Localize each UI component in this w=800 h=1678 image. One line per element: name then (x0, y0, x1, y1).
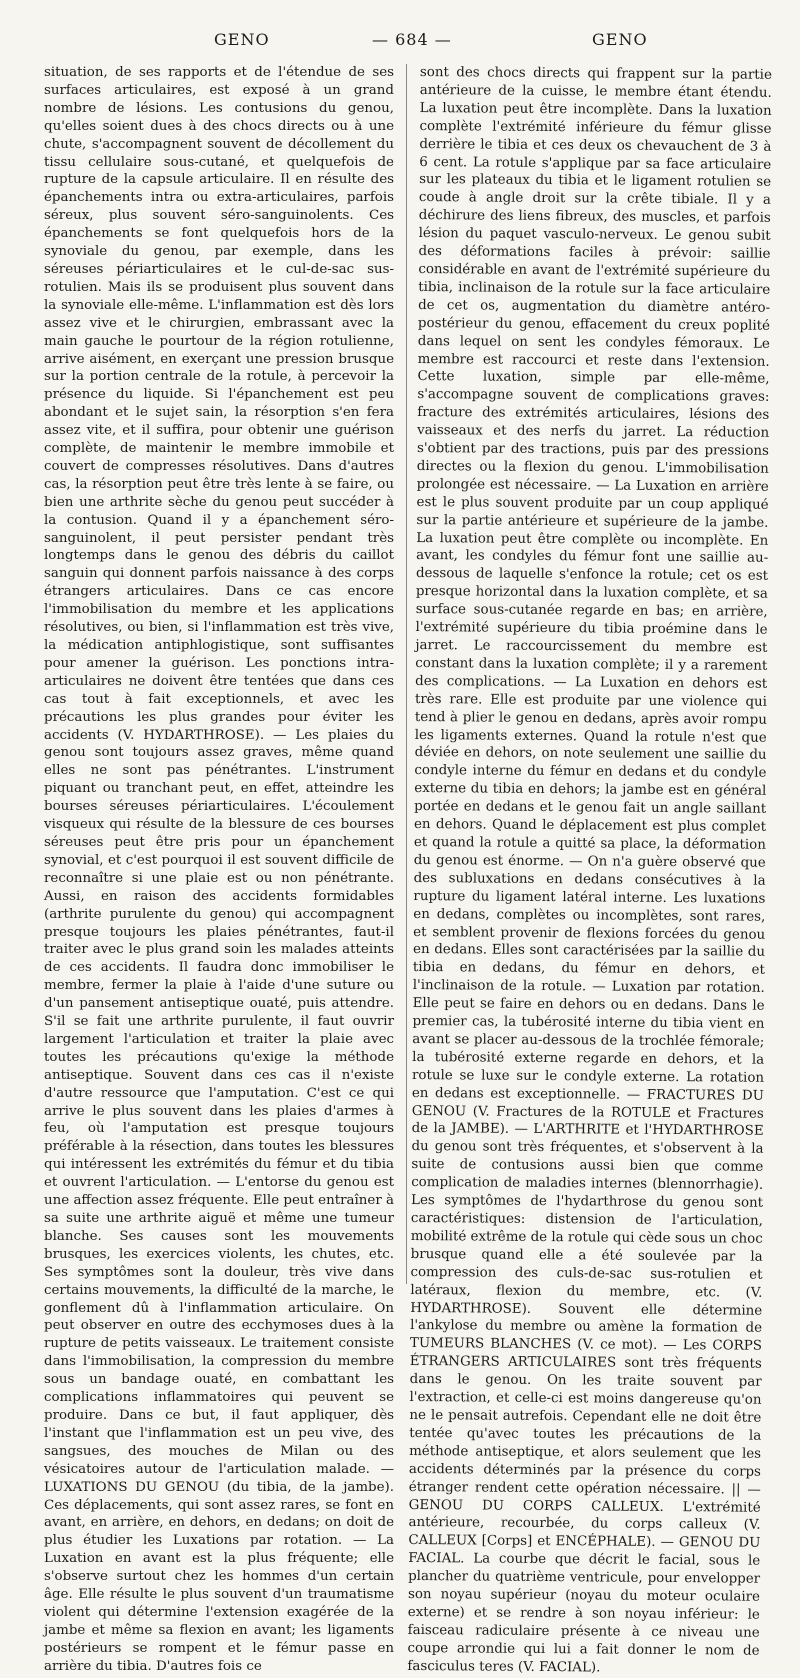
right-column-text: sont des chocs directs qui frappent sur la partie antérieure de la cuisse, le membre étant étendu. La luxation peut être incomplète. Dans la luxation complète l'extrémité inférieure du fémur glisse derrière le tibia et ces deux os chevauchent de 3 à 6 cent. La rotule s'applique par sa face articulaire sur les plateaux du tibia et le ligament rotulien se coude à angle droit sur la crête tibiale. Il y a déchirure des liens fibreux, des muscles, et parfois lésion du paquet vasculo-nerveux. Le genou subit des déformations faciles à prévoir: saillie considérable en avant de l'extrémité supérieure du tibia, inclinaison de la rotule sur la face articulaire de cet os, augmentation du diamètre antéro-postérieur du genou, effacement du creux poplité dans lequel on sent les condyles fémoraux. Le membre est raccourci et reste dans l'extension. Cette luxation, simple par elle-même, s'accompagne souvent de complications graves: fracture des extrémités articulaires, lésions des vaisseaux et des nerfs du jarret. La réduction s'obtient par des tractions, puis par des pressions directes ou la flexion du genou. L'immobilisation prolongée est nécessaire. — La Luxation en arrière est le plus souvent produite par un coup appliqué sur la partie antérieure et supérieure de la jambe. La luxation peut être complète ou incomplète. En avant, les condyles du fémur font une saillie au-dessous de laquelle s'enfonce la rotule; cet os est presque horizontal dans la luxation complète, et sa surface sous-cutanée regarde en bas; en arrière, l'extrémité supérieure du tibia proémine dans le jarret. Le raccourcissement du membre est constant dans la luxation complète; il y a rarement des complications. — La Luxation en dehors est très rare. Elle est produite par une violence qui tend à plier le genou en dedans, après avoir rompu les ligaments externes. Quand la rotule n'est que déviée en dehors, on note seulement une saillie du condyle interne du fémur en dedans et du condyle externe du tibia en dehors; la jambe est en général portée en dedans et le genou fait un angle saillant en dehors. Quand le déplacement est plus complet et quand la rotule a quitté sa place, la déformation du genou est énorme. — On n'a guère observé que des subluxations en dedans consécutives à la rupture du ligament latéral interne. Les luxations en dedans, complètes ou incomplètes, sont rares, et semblent provenir de flexions forcées du genou en dedans. Elles sont caractérisées par la saillie du tibia en dedans, du fémur en dehors, et l'inclinaison de la rotule. — Luxation par rotation. Elle peut se faire en dehors ou en dedans. Dans le premier cas, la tubérosité interne du tibia vient en avant se placer au-dessous de la trochlée fémorale; la tubérosité externe regarde en dehors, et la rotule se luxe sur le condyle externe. La rotation en dedans est exceptionnelle. — FRACTURES DU GENOU (V. Fractures de la ROTULE et Fractures de la JAMBE). — L'ARTHRITE et l'HYDARTHROSE du genou sont très fréquentes, et s'observent à la suite de contusions aussi bien que comme complication de maladies internes (blennorrhagie). Les symptômes de l'hydarthrose du genou sont caractéristiques: distension de l'articulation, mobilité extrême de la rotule qui cède sous un choc brusque quand elle a été soulevée par la compression des culs-de-sac sus-rotulien et latéraux, flexion du membre, etc. (V. HYDARTHROSE). Souvent elle détermine l'ankylose du membre ou amène la formation de TUMEURS BLANCHES (V. ce mot). — Les CORPS ÉTRANGERS ARTICULAIRES sont très fréquents dans le genou. On les traite souvent par l'extraction, et celle-ci est moins dangereuse qu'on ne le pensait autrefois. Cependant elle ne doit être tentée qu'avec toutes les précautions de la méthode antiseptique, et alors seulement que les accidents déterminés par la présence du corps étranger rendent cette opération nécessaire. || — GENOU DU CORPS CALLEUX. L'extrémité antérieure, recourbée, du corps calleux (V. CALLEUX [Corps] et ENCÉPHALE). — GENOU DU FACIAL. La courbe que décrit le facial, sous le plancher du quatrième ventricule, pour envelopper son noyau supérieur (noyau du moteur oculaire externe) et se rendre à son noyau inférieur: le faisceau radiculaire présente à ce niveau une coupe arrondie qui lui a fait donner le nom de fasciculus teres (V. FACIAL). (407, 64, 772, 1676)
left-column (44, 64, 394, 1676)
running-header (0, 30, 800, 56)
page-number: — 684 — (372, 30, 452, 49)
left-column-text: situation, de ses rapports et de l'étendue de ses surfaces articulaires, est exposé à un grand nombre de lésions. Les contusions du genou, qu'elles soient dues à des chocs directs ou à une chute, s'accompagnent souvent de décollement du tissu cellulaire sous-cutané, et quelquefois de rupture de la capsule articulaire. Il en résulte des épanchements intra ou extra-articulaires, parfois séreux, plus souvent séro-sanguinolents. Ces épanchements se font quelquefois hors de la synoviale du genou, par exemple, dans les séreuses périarticulaires et le cul-de-sac sus-rotulien. Mais ils se produisent plus souvent dans la synoviale elle-même. L'inflammation est dès lors assez vive et le chirurgien, embrassant avec la main gauche le pourtour de la région rotulienne, arrive aisément, en exerçant une pression brusque sur la portion centrale de la rotule, à percevoir la présence du liquide. Si l'épanchement est peu abondant et le sujet sain, la résorption s'en fera assez vite, et il suffira, pour obtenir une guérison complète, de maintenir le membre immobile et couvert de compresses résolutives. Dans d'autres cas, la résorption peut être très lente à se faire, ou bien une arthrite sèche du genou peut succéder à la contusion. Quand il y a épanchement séro-sanguinolent, il peut persister pendant très longtemps dans le genou des débris du caillot sanguin qui donnent parfois naissance à des corps étrangers articulaires. Dans ce cas encore l'immobilisation du membre et les applications résolutives, ou bien, si l'inflammation est très vive, la médication antiphlogistique, sont suffisantes pour amener la guérison. Les ponctions intra-articulaires ne doivent être tentées que dans ces cas tout à fait exceptionnels, et avec les précautions les plus grandes pour éviter les accidents (V. HYDARTHROSE). — Les plaies du genou sont toujours assez graves, même quand elles ne sont pas pénétrantes. L'instrument piquant ou tranchant peut, en effet, atteindre les bourses séreuses périarticulaires. L'écoulement visqueux qui résulte de la blessure de ces bourses séreuses peut être pris pour un épanchement synovial, et c'est pourquoi il est souvent difficile de reconnaître si une plaie est ou non pénétrante. Aussi, en raison des accidents formidables (arthrite purulente du genou) qui accompagnent presque toujours les plaies pénétrantes, faut-il traiter avec le plus grand soin les malades atteints de ces accidents. Il faudra donc immobiliser le membre, fermer la plaie à l'aide d'une suture ou d'un pansement antiseptique ouaté, puis attendre. S'il se fait une arthrite purulente, il faut ouvrir largement l'articulation et traiter la plaie avec toutes les précautions qu'exige la méthode antiseptique. Souvent dans ces cas il n'existe d'autre ressource que l'amputation. C'est ce qui arrive le plus souvent dans les plaies d'armes à feu, où l'amputation est presque toujours préférable à la résection, dans toutes les blessures qui intéressent les extrémités du fémur et du tibia et ouvrent l'articulation. — L'entorse du genou est une affection assez fréquente. Elle peut entraîner à sa suite une arthrite aiguë et même une tumeur blanche. Ses causes sont les mouvements brusques, les exercices violents, les chutes, etc. Ses symptômes sont la douleur, très vive dans certains mouvements, la difficulté de la marche, le gonflement dû à l'inflammation articulaire. On peut observer en outre des ecchymoses dues à la rupture de petits vaisseaux. Le traitement consiste dans l'immobilisation, la compression du membre sous un bandage ouaté, en combattant les complications inflammatoires qui peuvent se produire. Dans ce but, il faut appliquer, dès l'instant que l'inflammation est un peu vive, des sangsues, des mouches de Milan ou des vésicatoires autour de l'articulation malade. — LUXATIONS DU GENOU (du tibia, de la jambe). Ces déplacements, qui sont assez rares, se font en avant, en arrière, en dehors, en dedans; on doit de plus étudier les Luxations par rotation. — La Luxation en avant est la plus fréquente; elle s'observe surtout chez les hommes d'un certain âge. Elle résulte le plus souvent d'un traumatisme violent qui détermine l'extension exagérée de la jambe et même sa flexion en avant; les ligaments postérieurs se rompent et le fémur passe en arrière du tibia. D'autres fois ce (44, 65, 394, 1674)
column-divider (406, 64, 407, 1284)
header-right-word: GENO (592, 30, 648, 49)
right-column (407, 64, 772, 1678)
header-left-word: GENO (214, 30, 270, 49)
